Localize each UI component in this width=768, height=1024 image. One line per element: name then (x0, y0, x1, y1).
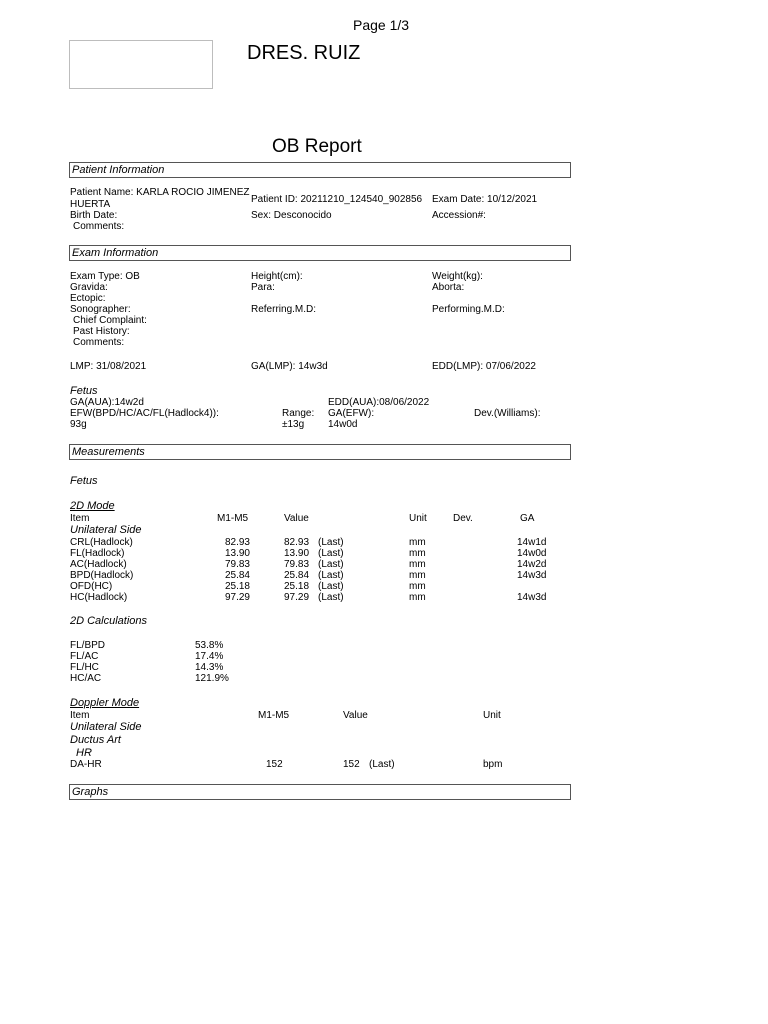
doppler-row-unit: bpm (483, 759, 503, 770)
calc-name: FL/AC (70, 651, 99, 662)
ga-efw-value: 14w0d (328, 419, 358, 430)
doppler-row-m1m5: 152 (266, 759, 283, 770)
height-field: Height(cm): (251, 271, 303, 282)
row-m1m5: 25.84 (224, 570, 250, 581)
birth-date: Birth Date: (70, 210, 118, 221)
calc-name: FL/HC (70, 662, 99, 673)
row-item: HC(Hadlock) (70, 592, 128, 603)
row-ga: 14w0d (517, 548, 547, 559)
doppler-group-label: Ductus Art (70, 734, 121, 746)
calc-value: 121.9% (195, 673, 229, 684)
row-ga: 14w3d (517, 570, 547, 581)
mode-2d-title: 2D Mode (70, 500, 115, 512)
doppler-mode-title: Doppler Mode (70, 697, 140, 709)
doppler-col-value: Value (343, 710, 368, 721)
efw-label: EFW(BPD/HC/AC/FL(Hadlock4)): (70, 408, 219, 419)
row-last: (Last) (318, 559, 344, 570)
row-unit: mm (409, 548, 426, 559)
patient-name: Patient Name: KARLA ROCIO JIMENEZ (70, 187, 250, 198)
efw-value: 93g (70, 419, 87, 430)
graphs-title: Graphs (72, 786, 109, 798)
aborta-field: Aborta: (432, 282, 465, 293)
accession-number: Accession#: (432, 210, 486, 221)
row-unit: mm (409, 581, 426, 592)
row-ga: 14w2d (517, 559, 547, 570)
fetus-summary-title: Fetus (70, 385, 98, 397)
row-ga: 14w3d (517, 592, 547, 603)
measurements-title: Measurements (72, 446, 145, 458)
patient-info-header (69, 162, 571, 178)
col-value-header: Value (284, 513, 309, 524)
calc-name: HC/AC (70, 673, 102, 684)
ga-efw-label: GA(EFW): (328, 408, 375, 419)
doppler-sub-label: HR (76, 747, 92, 759)
edd-lmp-field: EDD(LMP): 07/06/2022 (432, 361, 536, 372)
calc-name: FL/BPD (70, 640, 106, 651)
row-m1m5: 97.29 (224, 592, 250, 603)
page-number: Page 1/3 (353, 17, 410, 33)
row-last: (Last) (318, 581, 344, 592)
col-m1m5-header: M1-M5 (217, 513, 249, 524)
exam-info-title: Exam Information (72, 247, 159, 259)
row-item: BPD(Hadlock) (70, 570, 134, 581)
para-field: Para: (251, 282, 275, 293)
gravida-field: Gravida: (70, 282, 108, 293)
doppler-side-label: Unilateral Side (70, 721, 142, 733)
ga-aua-field: GA(AUA):14w2d (70, 397, 144, 408)
doppler-row-value: 152 (343, 759, 360, 770)
dev-williams-label: Dev.(Williams): (474, 408, 541, 419)
lmp-field: LMP: 31/08/2021 (70, 361, 147, 372)
chief-complaint: Chief Complaint: (73, 315, 147, 326)
ectopic-field: Ectopic: (70, 293, 106, 304)
row-m1m5: 25.18 (224, 581, 250, 592)
row-last: (Last) (318, 548, 344, 559)
doppler-row-item: DA-HR (70, 759, 102, 770)
calc-value: 17.4% (195, 651, 224, 662)
row-unit: mm (409, 592, 426, 603)
exam-info-header (69, 245, 571, 261)
graphs-header (69, 784, 571, 800)
doppler-row-last: (Last) (369, 759, 395, 770)
col-unit-header: Unit (409, 513, 427, 524)
col-dev-header: Dev. (453, 513, 473, 524)
row-unit: mm (409, 559, 426, 570)
row-value: 25.84 (284, 570, 310, 581)
row-value: 13.90 (284, 548, 310, 559)
logo-placeholder (69, 40, 213, 89)
row-value: 82.93 (284, 537, 310, 548)
row-value: 97.29 (284, 592, 310, 603)
row-item: FL(Hadlock) (70, 548, 125, 559)
referring-md: Referring.M.D: (251, 304, 317, 315)
exam-type: Exam Type: OB (70, 271, 140, 282)
performing-md: Performing.M.D: (432, 304, 505, 315)
row-m1m5: 79.83 (224, 559, 250, 570)
range-label: Range: (282, 408, 315, 419)
row-last: (Last) (318, 537, 344, 548)
unilateral-side-label: Unilateral Side (70, 524, 142, 536)
ga-lmp-field: GA(LMP): 14w3d (251, 361, 328, 372)
row-m1m5: 82.93 (224, 537, 250, 548)
doppler-col-unit: Unit (483, 710, 501, 721)
sonographer-field: Sonographer: (70, 304, 131, 315)
row-item: CRL(Hadlock) (70, 537, 133, 548)
edd-aua-field: EDD(AUA):08/06/2022 (328, 397, 430, 408)
range-value: ±13g (282, 419, 305, 430)
row-m1m5: 13.90 (224, 548, 250, 559)
exam-date: Exam Date: 10/12/2021 (432, 194, 538, 205)
doppler-col-m1m5: M1-M5 (258, 710, 290, 721)
exam-comments: Comments: (73, 337, 125, 348)
patient-comments: Comments: (73, 221, 125, 232)
col-item-header: Item (70, 513, 90, 524)
row-last: (Last) (318, 570, 344, 581)
row-unit: mm (409, 570, 426, 581)
patient-info-title: Patient Information (72, 164, 165, 176)
report-title: OB Report (272, 136, 362, 157)
past-history: Past History: (73, 326, 130, 337)
row-value: 79.83 (284, 559, 310, 570)
row-value: 25.18 (284, 581, 310, 592)
patient-sex: Sex: Desconocido (251, 210, 332, 221)
clinic-name: DRES. RUIZ (247, 42, 361, 64)
patient-name-cont: HUERTA (70, 199, 111, 210)
row-ga: 14w1d (517, 537, 547, 548)
col-ga-header: GA (520, 513, 535, 524)
row-item: AC(Hadlock) (70, 559, 127, 570)
calc-2d-title: 2D Calculations (70, 615, 148, 627)
row-last: (Last) (318, 592, 344, 603)
weight-field: Weight(kg): (432, 271, 483, 282)
calc-value: 53.8% (195, 640, 224, 651)
row-item: OFD(HC) (70, 581, 113, 592)
doppler-col-item: Item (70, 710, 90, 721)
row-unit: mm (409, 537, 426, 548)
calc-value: 14.3% (195, 662, 224, 673)
measurements-header (69, 444, 571, 460)
patient-id: Patient ID: 20211210_124540_902856 (251, 194, 423, 205)
measurements-fetus-title: Fetus (70, 475, 98, 487)
